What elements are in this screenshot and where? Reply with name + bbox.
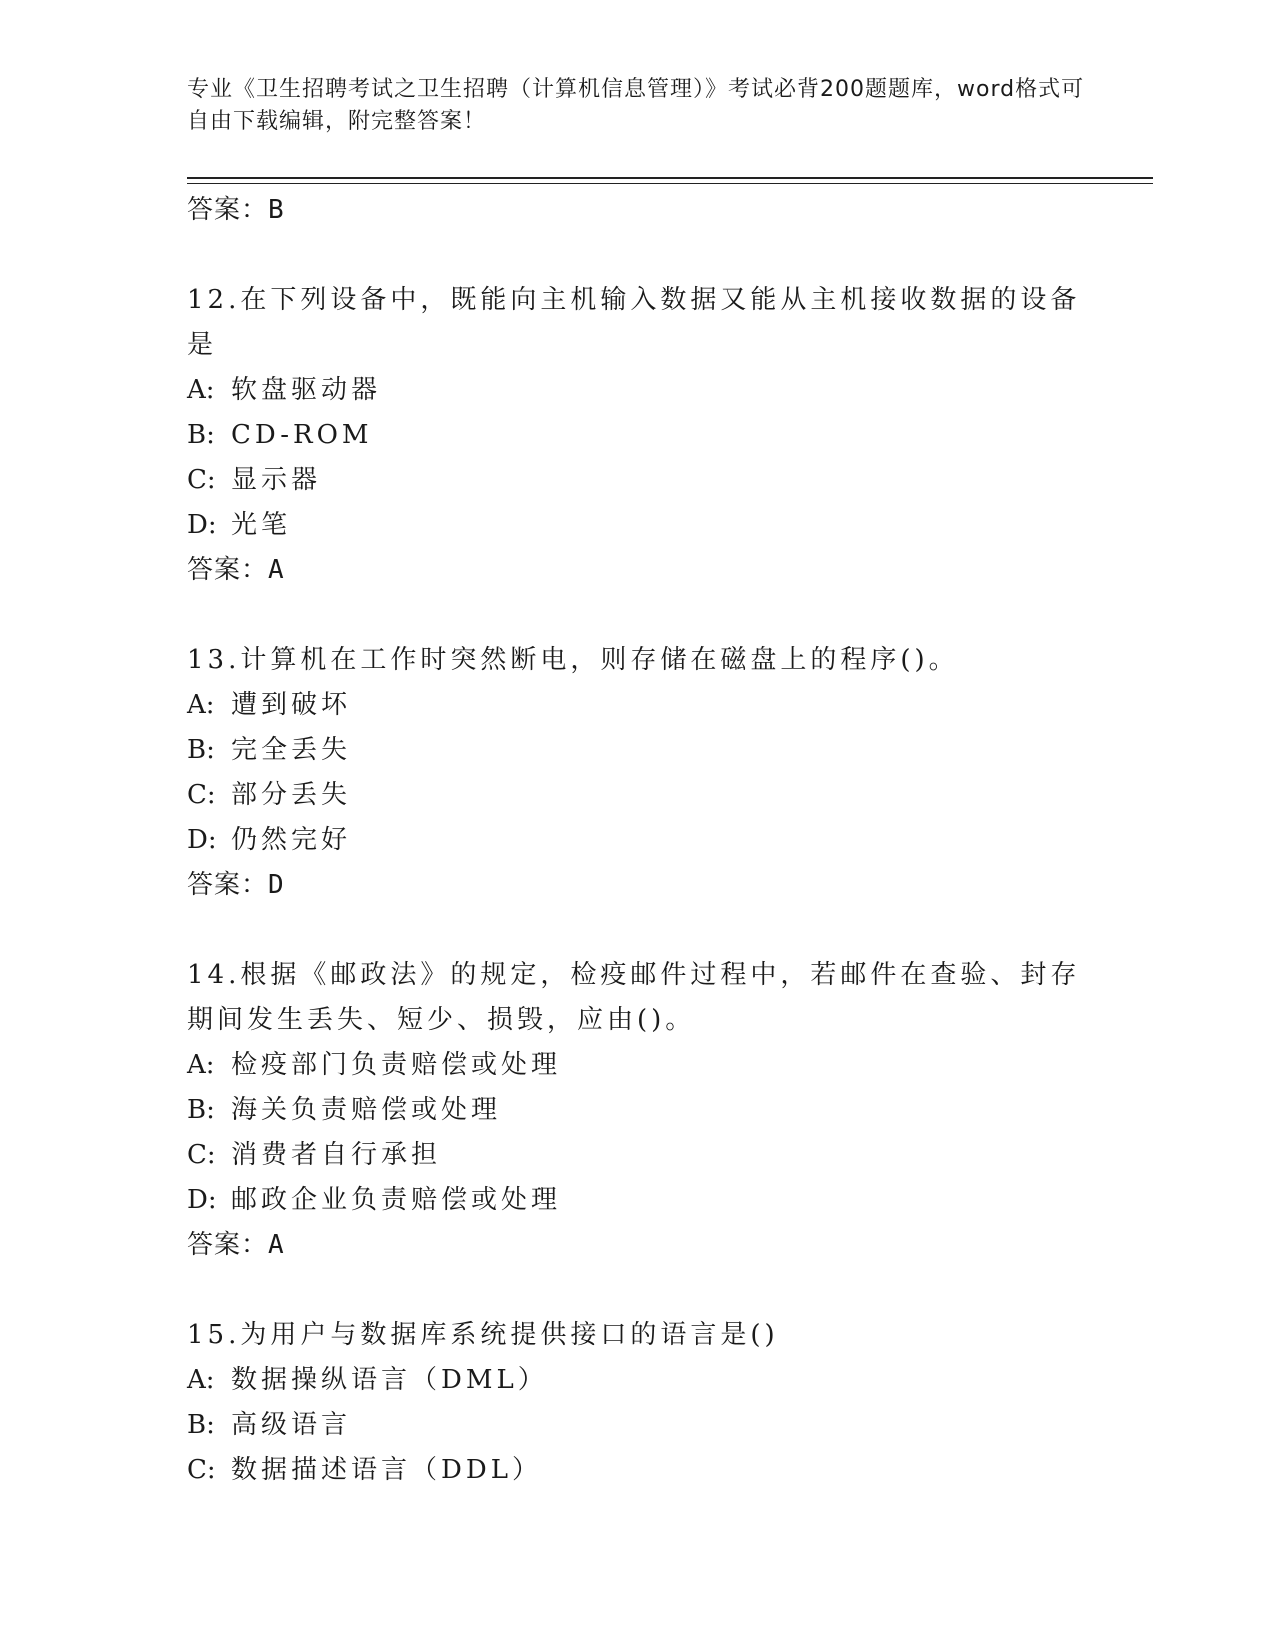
option-letter: D: [187, 510, 217, 540]
option-c [187, 458, 1107, 503]
option-d [187, 1178, 1107, 1223]
option-letter: B: [187, 420, 215, 450]
answer-line [187, 188, 1107, 233]
answer-value: A [268, 1230, 285, 1260]
question-text: 15.为用户与数据库系统提供接口的语言是() [187, 1320, 779, 1350]
option-a [187, 1358, 1107, 1403]
spacer [187, 908, 1107, 953]
option-d [187, 818, 1107, 863]
option-letter: C: [187, 465, 216, 495]
question-text: 14.根据《邮政法》的规定，检疫邮件过程中，若邮件在查验、封存期间发生丢失、短少、损毁，应由()。 [187, 960, 1081, 1035]
answer-label: 答案： [187, 555, 269, 585]
option-text: 完全丢失 [231, 735, 352, 765]
document-body [187, 188, 1107, 1493]
question-text: 13.计算机在工作时突然断电，则存储在磁盘上的程序()。 [187, 645, 959, 675]
answer-value: D [268, 870, 285, 900]
option-text: 遭到破坏 [231, 690, 352, 720]
answer-line [187, 863, 1107, 908]
option-c [187, 1448, 1107, 1493]
option-text: 显示器 [231, 465, 322, 495]
option-b [187, 1088, 1107, 1133]
option-letter: B: [187, 1410, 215, 1440]
question-block [187, 1313, 1107, 1493]
spacer [187, 233, 1107, 278]
option-text: 软盘驱动器 [231, 375, 382, 405]
option-text: 数据操纵语言（DML） [231, 1365, 548, 1395]
option-letter: B: [187, 735, 215, 765]
header-rule-thick [187, 177, 1153, 179]
question-block [187, 953, 1107, 1268]
answer-label: 答案： [187, 870, 269, 900]
option-letter: A: [187, 1365, 215, 1395]
document-header: 专业《卫生招聘考试之卫生招聘（计算机信息管理）》考试必背200题题库，word格式可自由下载编辑，附完整答案！ [187, 77, 1085, 134]
option-c [187, 773, 1107, 818]
option-letter: A: [187, 1050, 215, 1080]
option-d [187, 503, 1107, 548]
option-text: 消费者自行承担 [231, 1140, 442, 1170]
question-block [187, 278, 1107, 593]
option-letter: D: [187, 1185, 217, 1215]
question-text: 12.在下列设备中，既能向主机输入数据又能从主机接收数据的设备是 [187, 285, 1081, 360]
option-text: CD-ROM [231, 420, 373, 450]
option-letter: C: [187, 780, 216, 810]
answer-value: A [268, 555, 285, 585]
option-letter: C: [187, 1140, 216, 1170]
option-text: 仍然完好 [231, 825, 352, 855]
spacer [187, 593, 1107, 638]
option-c [187, 1133, 1107, 1178]
option-text: 部分丢失 [231, 780, 352, 810]
option-a [187, 683, 1107, 728]
answer-value: B [268, 195, 285, 225]
option-letter: B: [187, 1095, 215, 1125]
option-b [187, 728, 1107, 773]
header-rule-thin [187, 183, 1153, 184]
option-text: 数据描述语言（DDL） [231, 1455, 542, 1485]
option-letter: C: [187, 1455, 216, 1485]
spacer [187, 1268, 1107, 1313]
option-b [187, 413, 1107, 458]
question-block [187, 638, 1107, 908]
option-text: 邮政企业负责赔偿或处理 [231, 1185, 562, 1215]
option-letter: D: [187, 825, 217, 855]
option-letter: A: [187, 375, 215, 405]
option-text: 海关负责赔偿或处理 [231, 1095, 502, 1125]
option-text: 高级语言 [231, 1410, 352, 1440]
option-text: 光笔 [231, 510, 292, 540]
answer-line [187, 1223, 1107, 1268]
option-b [187, 1403, 1107, 1448]
answer-line [187, 548, 1107, 593]
option-text: 检疫部门负责赔偿或处理 [231, 1050, 562, 1080]
option-a [187, 368, 1107, 413]
answer-label: 答案： [187, 1230, 269, 1260]
option-a [187, 1043, 1107, 1088]
answer-label: 答案： [187, 195, 269, 225]
option-letter: A: [187, 690, 215, 720]
